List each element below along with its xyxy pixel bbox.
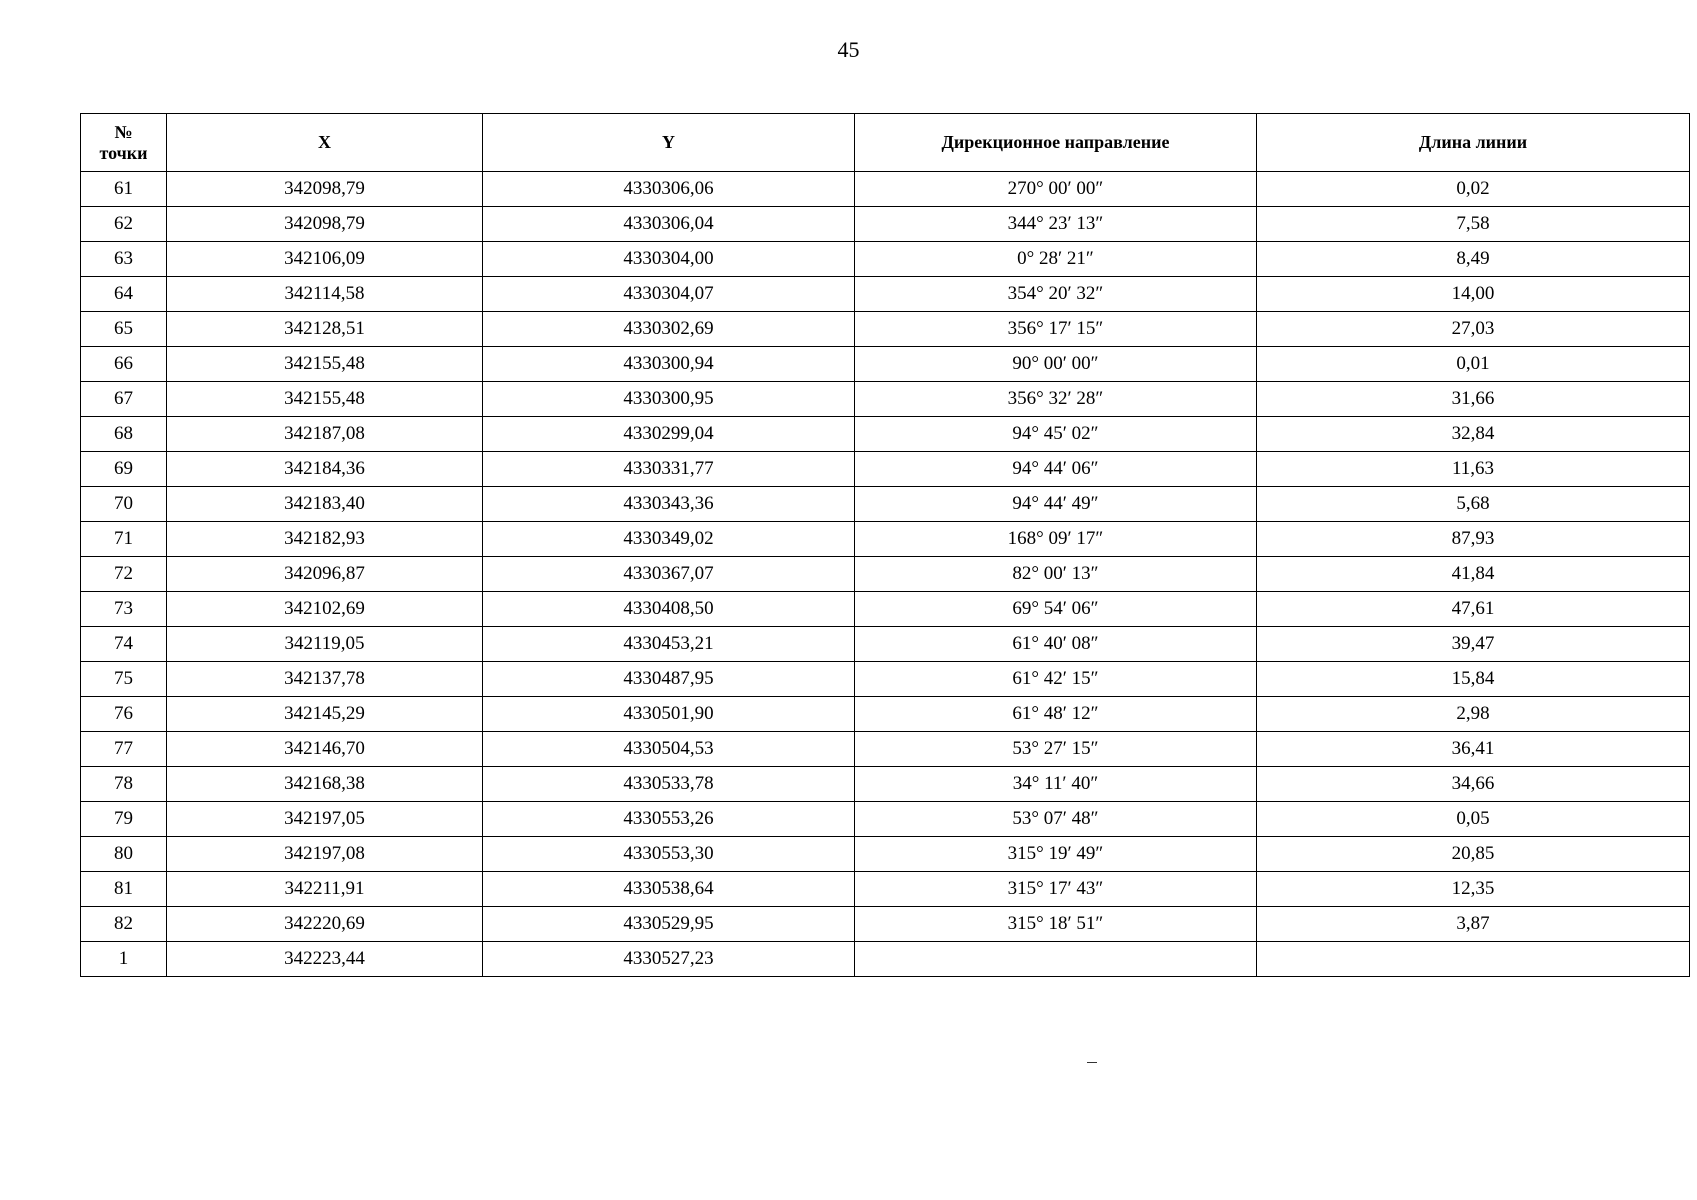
table-row <box>81 767 1690 802</box>
table-row <box>81 697 1690 732</box>
cell-length: 11,63 <box>1257 452 1690 487</box>
table-row <box>81 662 1690 697</box>
cell-direction: 315° 17′ 43″ <box>855 872 1257 907</box>
cell-y: 4330487,95 <box>483 662 855 697</box>
cell-point-number: 68 <box>81 417 167 452</box>
table-row <box>81 207 1690 242</box>
table-row <box>81 802 1690 837</box>
cell-y: 4330331,77 <box>483 452 855 487</box>
table-row <box>81 452 1690 487</box>
cell-point-number: 82 <box>81 907 167 942</box>
cell-x: 342114,58 <box>167 277 483 312</box>
table-row <box>81 382 1690 417</box>
cell-x: 342098,79 <box>167 172 483 207</box>
cell-y: 4330299,04 <box>483 417 855 452</box>
header-length: Длина линии <box>1257 114 1690 172</box>
cell-y: 4330529,95 <box>483 907 855 942</box>
header-row <box>81 114 1690 172</box>
cell-direction: 94° 44′ 49″ <box>855 487 1257 522</box>
cell-x: 342146,70 <box>167 732 483 767</box>
cell-length: 87,93 <box>1257 522 1690 557</box>
cell-point-number: 62 <box>81 207 167 242</box>
cell-direction: 61° 42′ 15″ <box>855 662 1257 697</box>
cell-direction: 82° 00′ 13″ <box>855 557 1257 592</box>
cell-length <box>1257 942 1690 977</box>
table-row <box>81 347 1690 382</box>
cell-point-number: 80 <box>81 837 167 872</box>
cell-point-number: 75 <box>81 662 167 697</box>
cell-y: 4330453,21 <box>483 627 855 662</box>
cell-x: 342220,69 <box>167 907 483 942</box>
cell-direction: 69° 54′ 06″ <box>855 592 1257 627</box>
cell-length: 12,35 <box>1257 872 1690 907</box>
cell-length: 2,98 <box>1257 697 1690 732</box>
header-point-number-line1: № <box>114 121 133 142</box>
cell-x: 342145,29 <box>167 697 483 732</box>
table-row <box>81 872 1690 907</box>
cell-point-number: 67 <box>81 382 167 417</box>
table-row <box>81 172 1690 207</box>
cell-direction <box>855 942 1257 977</box>
cell-y: 4330343,36 <box>483 487 855 522</box>
cell-y: 4330504,53 <box>483 732 855 767</box>
header-point-number-line2: точки <box>99 142 148 163</box>
cell-point-number: 63 <box>81 242 167 277</box>
cell-x: 342128,51 <box>167 312 483 347</box>
cell-y: 4330408,50 <box>483 592 855 627</box>
cell-point-number: 76 <box>81 697 167 732</box>
cell-x: 342155,48 <box>167 347 483 382</box>
table-row <box>81 522 1690 557</box>
cell-y: 4330349,02 <box>483 522 855 557</box>
cell-point-number: 69 <box>81 452 167 487</box>
cell-x: 342197,08 <box>167 837 483 872</box>
cell-point-number: 65 <box>81 312 167 347</box>
cell-length: 0,01 <box>1257 347 1690 382</box>
cell-y: 4330300,95 <box>483 382 855 417</box>
cell-y: 4330367,07 <box>483 557 855 592</box>
cell-x: 342182,93 <box>167 522 483 557</box>
cell-point-number: 66 <box>81 347 167 382</box>
header-direction: Дирекционное направление <box>855 114 1257 172</box>
cell-x: 342223,44 <box>167 942 483 977</box>
cell-point-number: 61 <box>81 172 167 207</box>
table-row <box>81 277 1690 312</box>
cell-x: 342119,05 <box>167 627 483 662</box>
cell-direction: 168° 09′ 17″ <box>855 522 1257 557</box>
cell-length: 8,49 <box>1257 242 1690 277</box>
table-body <box>81 172 1690 977</box>
cell-length: 31,66 <box>1257 382 1690 417</box>
cell-x: 342098,79 <box>167 207 483 242</box>
cell-x: 342187,08 <box>167 417 483 452</box>
cell-y: 4330501,90 <box>483 697 855 732</box>
cell-length: 3,87 <box>1257 907 1690 942</box>
cell-direction: 315° 18′ 51″ <box>855 907 1257 942</box>
cell-y: 4330302,69 <box>483 312 855 347</box>
cell-point-number: 81 <box>81 872 167 907</box>
cell-direction: 94° 44′ 06″ <box>855 452 1257 487</box>
table-row <box>81 417 1690 452</box>
cell-direction: 356° 32′ 28″ <box>855 382 1257 417</box>
cell-y: 4330306,04 <box>483 207 855 242</box>
cell-direction: 354° 20′ 32″ <box>855 277 1257 312</box>
cell-x: 342106,09 <box>167 242 483 277</box>
table-row <box>81 557 1690 592</box>
table-row <box>81 942 1690 977</box>
cell-x: 342096,87 <box>167 557 483 592</box>
header-point-number <box>81 114 167 172</box>
cell-direction: 270° 00′ 00″ <box>855 172 1257 207</box>
cell-y: 4330553,26 <box>483 802 855 837</box>
cell-point-number: 73 <box>81 592 167 627</box>
cell-length: 36,41 <box>1257 732 1690 767</box>
cell-y: 4330300,94 <box>483 347 855 382</box>
header-y: Y <box>483 114 855 172</box>
cell-y: 4330527,23 <box>483 942 855 977</box>
cell-y: 4330304,00 <box>483 242 855 277</box>
cell-length: 27,03 <box>1257 312 1690 347</box>
cell-length: 32,84 <box>1257 417 1690 452</box>
cell-direction: 315° 19′ 49″ <box>855 837 1257 872</box>
cell-direction: 61° 40′ 08″ <box>855 627 1257 662</box>
cell-y: 4330304,07 <box>483 277 855 312</box>
cell-x: 342184,36 <box>167 452 483 487</box>
cell-length: 20,85 <box>1257 837 1690 872</box>
table-header <box>81 114 1690 172</box>
header-x: X <box>167 114 483 172</box>
cell-direction: 53° 27′ 15″ <box>855 732 1257 767</box>
cell-direction: 356° 17′ 15″ <box>855 312 1257 347</box>
cell-point-number: 74 <box>81 627 167 662</box>
table-row <box>81 732 1690 767</box>
footer-dash-mark <box>1087 1062 1097 1063</box>
cell-x: 342183,40 <box>167 487 483 522</box>
cell-direction: 34° 11′ 40″ <box>855 767 1257 802</box>
cell-x: 342211,91 <box>167 872 483 907</box>
cell-point-number: 71 <box>81 522 167 557</box>
cell-length: 0,02 <box>1257 172 1690 207</box>
cell-x: 342102,69 <box>167 592 483 627</box>
cell-length: 7,58 <box>1257 207 1690 242</box>
table-row <box>81 627 1690 662</box>
cell-direction: 344° 23′ 13″ <box>855 207 1257 242</box>
cell-y: 4330306,06 <box>483 172 855 207</box>
cell-point-number: 1 <box>81 942 167 977</box>
cell-point-number: 77 <box>81 732 167 767</box>
cell-length: 34,66 <box>1257 767 1690 802</box>
cell-length: 15,84 <box>1257 662 1690 697</box>
table-row <box>81 487 1690 522</box>
cell-y: 4330538,64 <box>483 872 855 907</box>
table-row <box>81 837 1690 872</box>
cell-x: 342137,78 <box>167 662 483 697</box>
cell-x: 342155,48 <box>167 382 483 417</box>
coordinates-table <box>80 113 1690 977</box>
cell-point-number: 64 <box>81 277 167 312</box>
cell-x: 342197,05 <box>167 802 483 837</box>
page-number: 45 <box>837 37 860 62</box>
cell-direction: 53° 07′ 48″ <box>855 802 1257 837</box>
cell-y: 4330553,30 <box>483 837 855 872</box>
cell-point-number: 78 <box>81 767 167 802</box>
cell-length: 39,47 <box>1257 627 1690 662</box>
cell-x: 342168,38 <box>167 767 483 802</box>
cell-point-number: 79 <box>81 802 167 837</box>
cell-point-number: 72 <box>81 557 167 592</box>
cell-length: 47,61 <box>1257 592 1690 627</box>
cell-direction: 90° 00′ 00″ <box>855 347 1257 382</box>
cell-length: 41,84 <box>1257 557 1690 592</box>
table-row <box>81 592 1690 627</box>
cell-direction: 94° 45′ 02″ <box>855 417 1257 452</box>
cell-point-number: 70 <box>81 487 167 522</box>
cell-y: 4330533,78 <box>483 767 855 802</box>
cell-direction: 61° 48′ 12″ <box>855 697 1257 732</box>
cell-direction: 0° 28′ 21″ <box>855 242 1257 277</box>
table-row <box>81 242 1690 277</box>
table-row <box>81 312 1690 347</box>
cell-length: 14,00 <box>1257 277 1690 312</box>
table-row <box>81 907 1690 942</box>
cell-length: 0,05 <box>1257 802 1690 837</box>
cell-length: 5,68 <box>1257 487 1690 522</box>
